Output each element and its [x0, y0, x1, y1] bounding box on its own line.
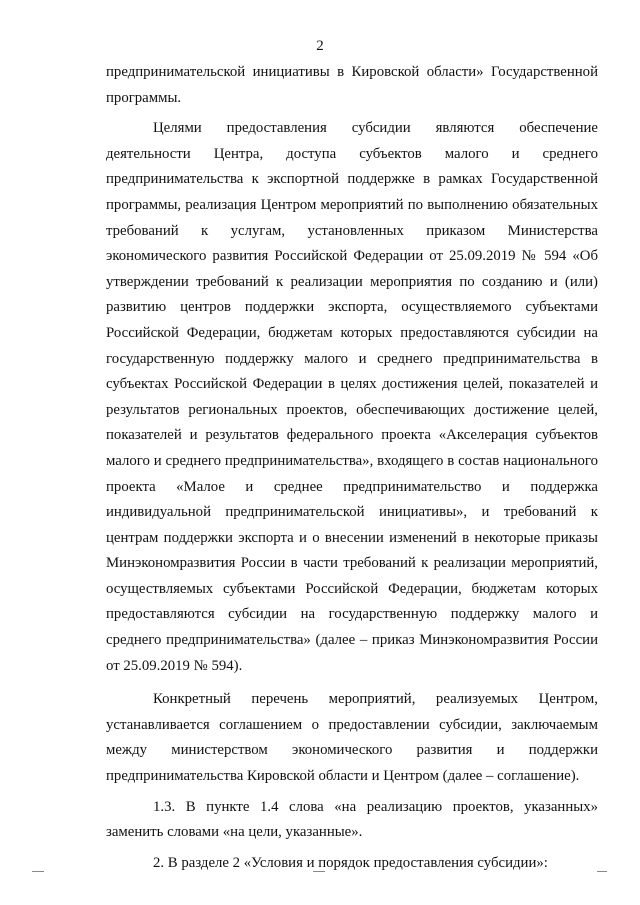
- paragraph-section-2: 2. В разделе 2 «Условия и порядок предоставления субсидии»:: [153, 854, 548, 871]
- page-number: 2: [316, 38, 324, 54]
- paragraph-continuation: предпринимательской инициативы в Кировской области» Государственной программы.: [106, 64, 598, 106]
- paragraph-subsidy-goals: Целями предоставления субсидии являются обеспечение деятельности Центра, доступа субъектов малого и среднего предпринимательства к экспортной поддержке в рамках Государственной программы, реализация Центром мероприятий по выполнению обязательных требований к услугам, установленных приказом Министерства экономического развития Российской Федерации от 25.09.2019 № 594 «Об утверждении требований к реализации мероприятия по созданию и (или) развитию центров поддержки экспорта, осуществляемого субъектами Российской Федерации, бюджетам которых предоставляются субсидии на государственную поддержку малого и среднего предпринимательства в субъектах Российской Федерации в целях достижения целей, показателей и результатов региональных проектов, обеспечивающих достижение целей, показателей и результатов федерального проекта «Акселерация субъектов малого и среднего предпринимательства», входящего в состав национального проекта «Малое и среднее предпринимательство и поддержка индивидуальной предпринимательской инициативы», и требований к центрам поддержки экспорта и о внесении изменений в некоторые приказы Минэкономразвития России в части требований к реализации мероприятий, осуществляемых субъектами Российской Федерации, бюджетам которых предоставляются субсидии на государственную поддержку малого и среднего предпринимательства» (далее – приказ Минэкономразвития России от 25.09.2019 № 594).: [106, 120, 598, 674]
- scan-artifact-center: [313, 871, 325, 872]
- paragraph-item-1-3: 1.3. В пункте 1.4 слова «на реализацию проектов, указанных» заменить словами «на цели, указанные».: [106, 798, 598, 841]
- document-body: [106, 60, 598, 876]
- scan-artifact-left: [32, 871, 44, 872]
- paragraph-activities-list: Конкретный перечень мероприятий, реализуемых Центром, устанавливается соглашением о предоставлении субсидии, заключаемым между министерством экономического развития и поддержки предпринимательства Кировской области и Центром (далее – соглашение).: [106, 691, 598, 785]
- scan-artifact-right: [597, 871, 607, 872]
